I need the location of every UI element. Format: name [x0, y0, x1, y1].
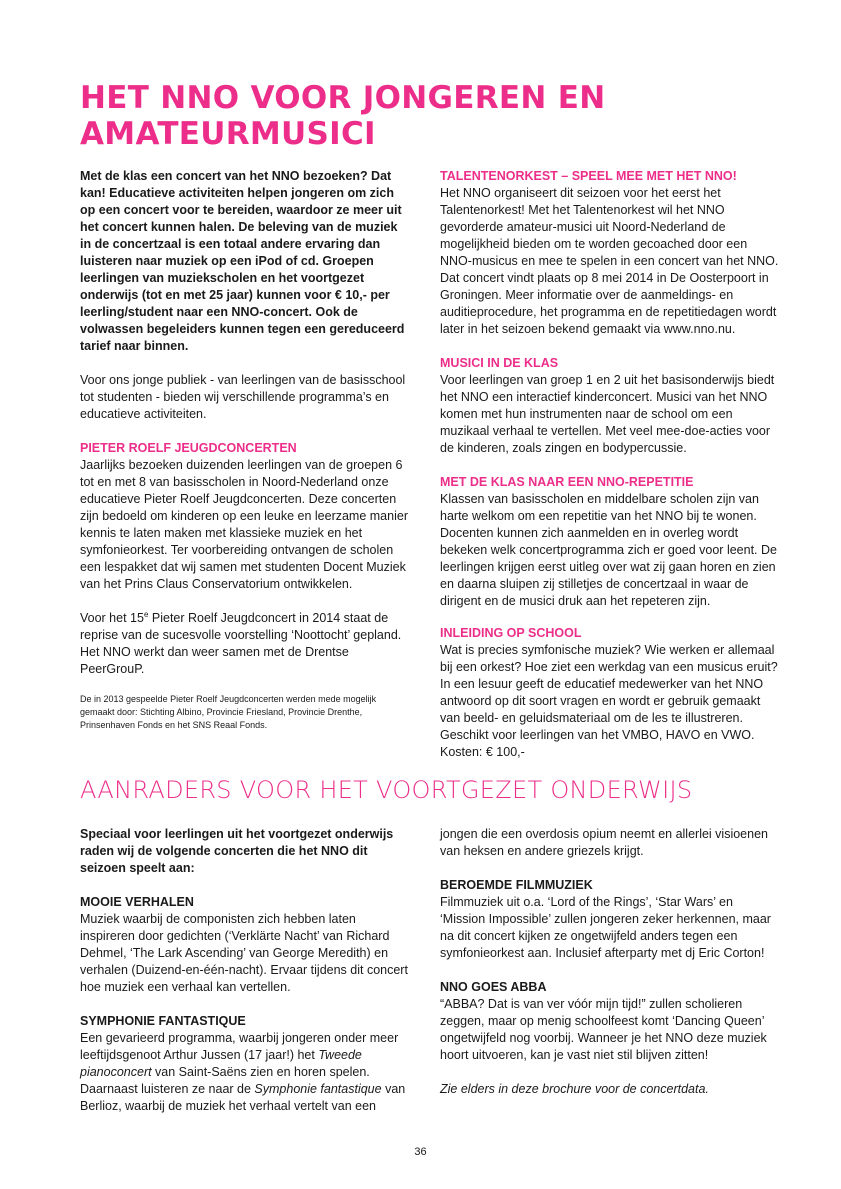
pieter-roelf-text-2-post: Pieter Roelf Jeugdconcert in 2014 staat de reprise van de sucesvolle voorstelling ‘Noottocht’ gepland. Het NNO werkt dan weer samen met de Drentse PeerGrouP.: [80, 611, 402, 676]
closing-note: [440, 1081, 780, 1098]
recommendations-intro: Speciaal voor leerlingen uit het voortgezet onderwijs raden wij de volgende concerten die het NNO dit seizoen speelt aan:: [80, 827, 394, 875]
talentenorkest-heading: TALENTENORKEST – SPEEL MEE MET HET NNO!: [440, 169, 737, 183]
symphonie-work-title-1: Tweede pianoconcert: [80, 1048, 362, 1079]
mooie-verhalen-text: Muziek waarbij de componisten zich hebben laten inspireren door gedichten (‘Verklärte Nacht’ van Richard Dehmel, ‘The Lark Ascending’ van George Meredith) en verhalen (Duizend-en-één-nacht). Ervaar tijdens dit concert hoe muziek een verhaal kan vertellen.: [80, 912, 408, 994]
musici-in-de-klas-text: Voor leerlingen van groep 1 en 2 uit het basisonderwijs biedt het NNO een interactief kinderconcert. Musici van het NNO komen met hun instrumenten naar de school om een muzikaal verhaal te vertellen. Met veel mee-doe-acties voor de kinderen, zoals zingen en bodypercussie.: [440, 373, 775, 455]
inleiding-text: Wat is precies symfonische muziek? Wie werken er allemaal bij een orkest? Hoe ziet een werkdag van een musicus eruit? In een lesuur geeft de educatief medewerker van het NNO antwoord op dit soort vragen en wordt er gebruik gemaakt van beeld- en geluidsmateriaal om de les te illustreren. Geschikt voor leerlingen van het VMBO, HAVO en VWO. Kosten: € 100,-: [440, 643, 778, 759]
page-title: HET NNO VOOR JONGEREN EN AMATEURMUSICI: [80, 80, 606, 152]
pieter-roelf-heading: PIETER ROELF JEUGDCONCERTEN: [80, 441, 297, 455]
musici-in-de-klas-heading: MUSICI IN DE KLAS: [440, 356, 559, 370]
inleiding-heading: INLEIDING OP SCHOOL: [440, 626, 582, 640]
talentenorkest-text: Het NNO organiseert dit seizoen voor het eerst het Talentenorkest! Met het Talentenorkest wil het NNO gevorderde amateur-musici uit Noord-Nederland de mogelijkheid bieden om te worden gecoached door een NNO-musicus en mee te spelen in een concert van het NNO. Dat concert vindt plaats op 8 mei 2014 in De Oosterpoort in Groningen. Meer informatie over de aanmeldings- en auditieprocedure, het programma en de repetitiedagen wordt later in het seizoen bekend gemaakt via www.nno.nu.: [440, 186, 779, 336]
closing-note-text: Zie elders in deze brochure voor de concertdata.: [440, 1082, 709, 1096]
filmmuziek-heading: BEROEMDE FILMMUZIEK: [440, 878, 593, 892]
section-title: AANRADERS VOOR HET VOORTGEZET ONDERWIJS: [80, 776, 693, 804]
pieter-roelf-text: Jaarlijks bezoeken duizenden leerlingen van de groepen 6 tot en met 8 van basisscholen in Noord-Nederland onze educatieve Pieter Roelf Jeugdconcerten. Deze concerten zijn bedoeld om kinderen op een leuke en leerzame manier kennis te laten maken met klassieke muziek en het symfonieorkest. Ter voorbereiding ontvangen de scholen een lespakket dat wij samen met studenten Docent Muziek van het Prins Claus Conservatorium ontwikkelen.: [80, 458, 408, 591]
intro-bold-paragraph: Met de klas een concert van het NNO bezoeken? Dat kan! Educatieve activiteiten helpen jongeren om zich op een concert voor te bereiden, waardoor ze meer uit het concert kunnen halen. De beleving van de muziek in de concertzaal is een totaal andere ervaring dan luisteren naar muziek op een iPod of cd. Groepen leerlingen van muziekscholen en het voortgezet onderwijs (tot en met 25 jaar) kunnen voor € 10,- per leerling/student naar een NNO-concert. Ook de volwassen begeleiders kunnen tegen een gereduceerd tarief naar binnen.: [80, 169, 405, 353]
symphonie-heading: SYMPHONIE FANTASTIQUE: [80, 1014, 246, 1028]
repetitie-text: Klassen van basisscholen en middelbare scholen zijn van harte welkom om een repetitie van het NNO bij te wonen. Docenten kunnen zich aanmelden en in overleg wordt bekeken welk concertprogramma zich er goed voor leent. De leerlingen krijgen eerst uitleg over wat zij gaan horen en zien en daarna sluipen zij stilletjes de concertzaal in waar de dirigent en de musici druk aan het repeteren zijn.: [440, 492, 777, 608]
symphonie-text-continuation: jongen die een overdosis opium neemt en allerlei visioenen van heksen en andere griezels krijgt.: [440, 827, 768, 858]
page-number: 36: [414, 1146, 427, 1158]
symphonie-text: [80, 1030, 410, 1115]
filmmuziek-text: Filmmuziek uit o.a. ‘Lord of the Rings’, ‘Star Wars’ en ‘Mission Impossible’ zullen jongeren zeker herkennen, maar na dit concert kijken ze ongetwijfeld anders tegen een symfonieorkest aan. Inclusief afterparty met dj Eric Corton!: [440, 895, 771, 960]
sponsor-footnote: De in 2013 gespeelde Pieter Roelf Jeugdconcerten werden mede mogelijk gemaakt door: Stichting Albino, Provincie Friesland, Provincie Drenthe, Prinsenhaven Fonds en het SNS Reaal Fonds.: [80, 694, 377, 730]
programs-column: [440, 168, 780, 761]
ordinal-suffix: e: [143, 609, 149, 619]
intro-paragraph: Voor ons jonge publiek - van leerlingen van de basisschool tot studenten - bieden wij verschillende programma’s en educatieve activiteiten.: [80, 373, 406, 421]
pieter-roelf-text-2: [80, 610, 410, 678]
abba-text: “ABBA? Dat is van ver vóór mijn tijd!” zullen scholieren zeggen, maar op menig schoolfeest komt ‘Dancing Queen’ ongetwijfeld nog voorbij. Wanneer je het NNO deze muziek hoort uitvoeren, kan je vast niet stil blijven zitten!: [440, 997, 767, 1062]
symphonie-text-part-3: van Berlioz, waarbij de muziek het verhaal vertelt van een: [80, 1082, 406, 1113]
mooie-verhalen-heading: MOOIE VERHALEN: [80, 895, 194, 909]
recommendations-right-column: [440, 826, 780, 1098]
recommendations-left-column: [80, 826, 410, 1115]
symphonie-text-part-1: Een gevarieerd programma, waarbij jongeren onder meer leeftijdsgenoot Arthur Jussen (17 jaar!) het: [80, 1031, 399, 1062]
abba-heading: NNO GOES ABBA: [440, 980, 547, 994]
pieter-roelf-text-2-pre: Voor het 15: [80, 611, 144, 625]
repetitie-heading: MET DE KLAS NAAR EEN NNO-REPETITIE: [440, 475, 694, 489]
symphonie-work-title-2: Symphonie fantastique: [254, 1082, 382, 1096]
intro-column: [80, 168, 410, 732]
symphonie-text-part-2: van Saint-Saëns zien en horen spelen. Daarnaast luisteren ze naar de: [80, 1065, 370, 1096]
